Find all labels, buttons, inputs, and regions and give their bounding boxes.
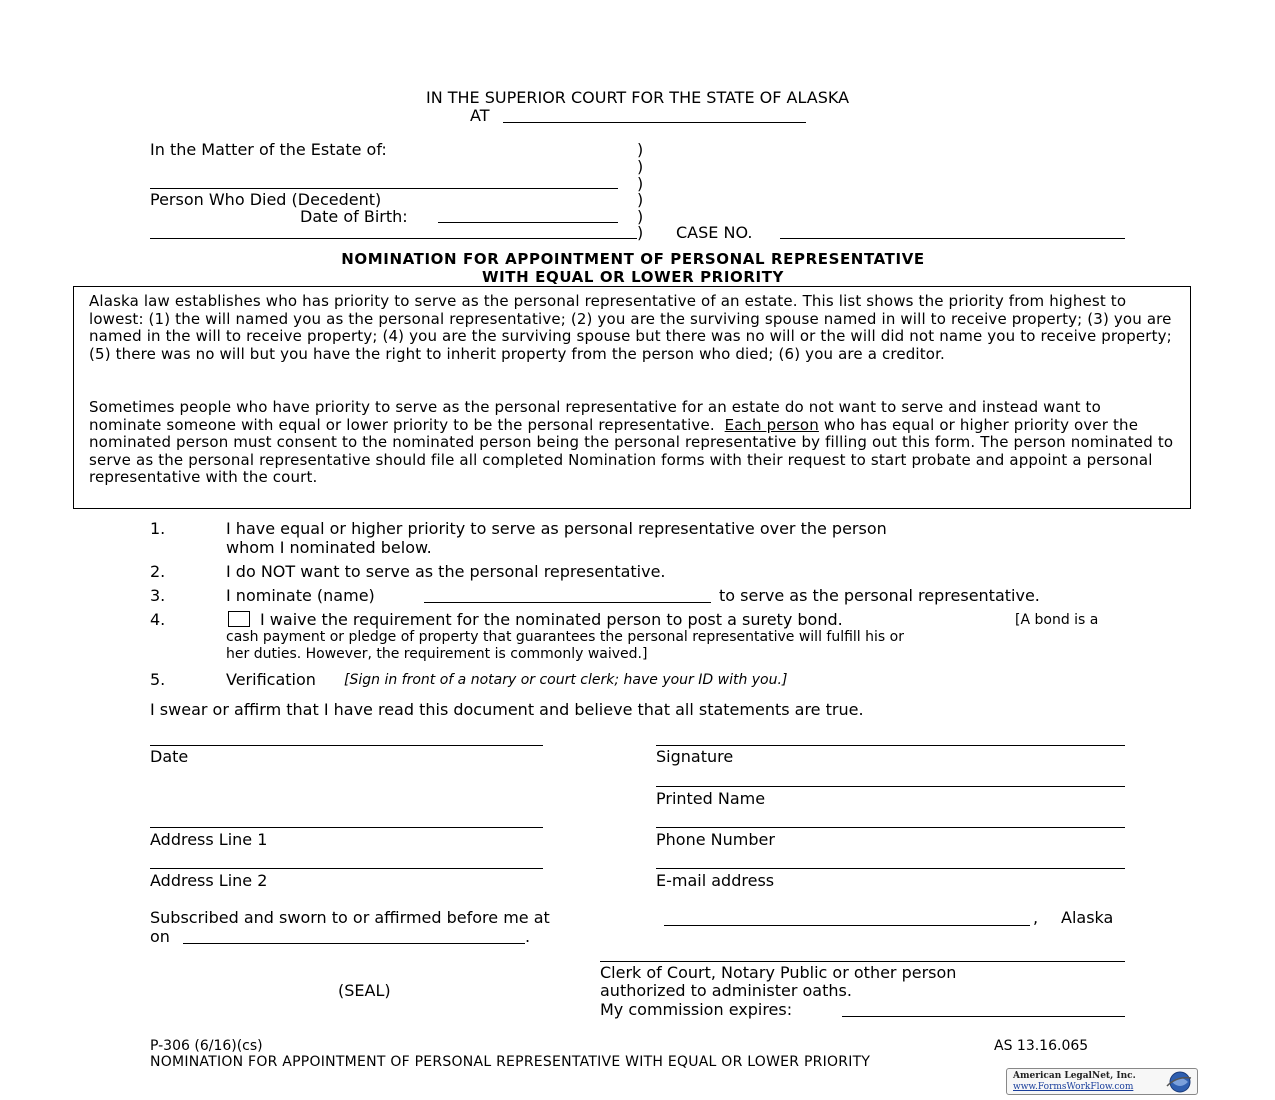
address-line-1-label: Address Line 1 bbox=[150, 830, 268, 849]
footer-title: NOMINATION FOR APPOINTMENT OF PERSONAL REPRESENTATIVE WITH EQUAL OR LOWER PRIORITY bbox=[150, 1054, 871, 1070]
address-line-2-field[interactable] bbox=[150, 868, 543, 869]
address-line-1-field[interactable] bbox=[150, 827, 543, 828]
waive-bond-checkbox[interactable] bbox=[228, 611, 250, 627]
clerk-label-line2: authorized to administer oaths. bbox=[600, 981, 852, 1000]
item-number: 2. bbox=[150, 562, 166, 581]
item-2-text: I do NOT want to serve as the personal representative. bbox=[226, 562, 666, 581]
case-no-label: CASE NO. bbox=[676, 223, 753, 242]
decedent-label: Person Who Died (Decedent) bbox=[150, 190, 382, 209]
sworn-on-label: on bbox=[150, 927, 170, 946]
matter-label: In the Matter of the Estate of: bbox=[150, 140, 387, 159]
nominee-name-field[interactable] bbox=[424, 602, 711, 603]
case-no-field[interactable] bbox=[780, 238, 1125, 239]
at-location-field[interactable] bbox=[503, 122, 806, 123]
instructions-para-2: Sometimes people who have priority to serve as the personal representative for an estate do not want to serve and instead want to nominate someone with equal or lower priority to be the personal representative. Each person who has equal or higher priority over the nominated person must consent to the nominated person being the personal representative by filling out this form. The person nominated to serve as the personal representative should file all completed Nomination forms with their request to start probate and appoint a personal representative with the court. bbox=[89, 398, 1174, 487]
phone-field[interactable] bbox=[656, 827, 1125, 828]
item-5-note: [Sign in front of a notary or court clerk; have your ID with you.] bbox=[344, 672, 788, 688]
logo-url[interactable]: www.FormsWorkFlow.com bbox=[1013, 1082, 1134, 1092]
signature-label: Signature bbox=[656, 747, 734, 766]
clerk-label-line1: Clerk of Court, Notary Public or other person bbox=[600, 963, 957, 982]
item-4-note: her duties. However, the requirement is commonly waived.] bbox=[226, 646, 648, 662]
caption-paren: ) bbox=[637, 157, 644, 176]
item-4-note: cash payment or pledge of property that guarantees the personal representative will fulfill his or bbox=[226, 629, 904, 645]
item-number: 4. bbox=[150, 610, 166, 629]
commission-expires-label: My commission expires: bbox=[600, 1000, 793, 1019]
sworn-state: Alaska bbox=[1061, 908, 1114, 927]
item-number: 3. bbox=[150, 586, 166, 605]
decedent-name-field[interactable] bbox=[150, 188, 618, 189]
address-line-2-label: Address Line 2 bbox=[150, 871, 268, 890]
item-4-note: [A bond is a bbox=[1015, 612, 1099, 628]
caption-paren: ) bbox=[637, 207, 644, 226]
seal-label: (SEAL) bbox=[338, 981, 391, 1000]
item-1-text: I have equal or higher priority to serve as personal representative over the person bbox=[226, 519, 887, 538]
date-label: Date bbox=[150, 747, 189, 766]
item-number: 1. bbox=[150, 519, 166, 538]
caption-paren: ) bbox=[637, 190, 644, 209]
item-4-text: I waive the requirement for the nominated person to post a surety bond. bbox=[260, 610, 843, 629]
phone-label: Phone Number bbox=[656, 830, 775, 849]
email-field[interactable] bbox=[656, 868, 1125, 869]
commission-expires-field[interactable] bbox=[842, 1016, 1125, 1017]
dob-field[interactable] bbox=[438, 222, 618, 223]
globe-icon bbox=[1163, 1070, 1193, 1094]
sworn-date-field[interactable] bbox=[183, 943, 525, 944]
american-legalnet-logo[interactable] bbox=[1006, 1068, 1198, 1095]
item-number: 5. bbox=[150, 670, 166, 689]
item-5-text: Verification bbox=[226, 670, 316, 689]
printed-name-field[interactable] bbox=[656, 786, 1125, 787]
caption-bottom-rule bbox=[150, 238, 637, 239]
dob-label: Date of Birth: bbox=[300, 207, 408, 226]
logo-name: American LegalNet, Inc. bbox=[1013, 1071, 1136, 1081]
instructions-para-1: Alaska law establishes who has priority to serve as the personal representative of an estate. This list shows the priority from highest to lowest: (1) the will named you as the personal representative; (2) you are the surviving spouse named in will to receive property; (3) you are named in the will to receive property; (4) you are the surviving spouse but there was no will or the will did not name you to receive property; (5) there was no will but you have the right to inherit property from the person who died; (6) you are a creditor. bbox=[89, 292, 1172, 363]
court-heading: IN THE SUPERIOR COURT FOR THE STATE OF ALASKA bbox=[425, 88, 850, 107]
sworn-location-field[interactable] bbox=[664, 925, 1030, 926]
email-label: E-mail address bbox=[656, 871, 775, 890]
at-label: AT bbox=[470, 106, 490, 125]
form-title-line1: NOMINATION FOR APPOINTMENT OF PERSONAL REPRESENTATIVE bbox=[341, 250, 925, 268]
caption-paren: ) bbox=[637, 223, 644, 242]
item-1-text-cont: whom I nominated below. bbox=[226, 538, 432, 557]
caption-paren: ) bbox=[637, 140, 644, 159]
subscribed-label: Subscribed and sworn to or affirmed before me at bbox=[150, 908, 550, 927]
item-3-text-after: to serve as the personal representative. bbox=[719, 586, 1040, 605]
clerk-signature-field[interactable] bbox=[600, 961, 1125, 962]
form-title-line2: WITH EQUAL OR LOWER PRIORITY bbox=[481, 268, 784, 286]
date-field[interactable] bbox=[150, 745, 543, 746]
signature-field[interactable] bbox=[656, 745, 1125, 746]
sworn-period: . bbox=[525, 927, 531, 946]
item-3-label: I nominate (name) bbox=[226, 586, 375, 605]
sworn-comma: , bbox=[1033, 908, 1039, 927]
printed-name-label: Printed Name bbox=[656, 789, 766, 808]
affirm-statement: I swear or affirm that I have read this document and believe that all statements are true. bbox=[150, 700, 864, 719]
form-id: P-306 (6/16)(cs) bbox=[150, 1038, 263, 1054]
statute-ref: AS 13.16.065 bbox=[994, 1038, 1089, 1054]
caption-paren: ) bbox=[637, 174, 644, 193]
